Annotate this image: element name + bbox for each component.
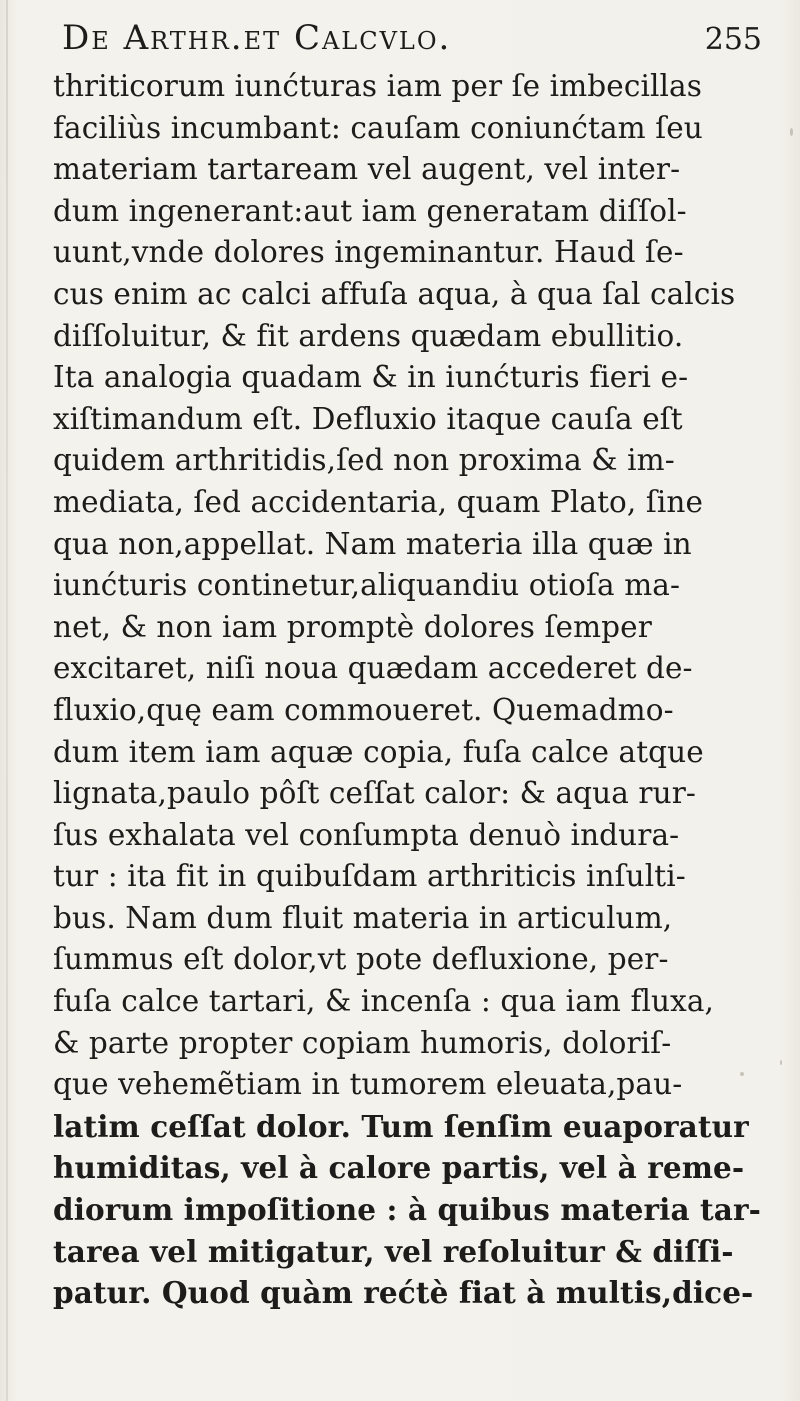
paper-speck	[740, 1072, 744, 1076]
page-number: 255	[704, 22, 762, 57]
text-line: fluxio,quę eam commoueret. Quemadmo-	[53, 692, 674, 727]
text-line: net, & non iam promptè dolores ſemper	[53, 609, 652, 644]
text-line: mediata, ſed accidentaria, quam Plato, ſine	[53, 484, 704, 519]
text-line: iunćturis continetur,aliquandiu otioſa ma-	[53, 568, 681, 603]
text-line: dum item iam aquæ copia, fuſa calce atque	[53, 734, 704, 769]
text-line: diſſoluitur, & fit ardens quædam ebullitio.	[53, 318, 684, 353]
text-line: quidem arthritidis,ſed non proxima & im-	[53, 443, 675, 478]
body-text	[53, 66, 765, 1314]
text-line: tarea vel mitigatur, vel reſoluitur & diſſi-	[53, 1233, 734, 1269]
text-line: excitaret, niſi noua quædam accederet de-	[53, 651, 693, 686]
text-line: patur. Quod quàm rećtè fiat à multis,dice-	[53, 1275, 754, 1311]
text-line: dum ingenerant:aut iam generatam diſſol-	[53, 193, 687, 228]
text-line: xiſtimandum eſt. Defluxio itaque cauſa eſt	[53, 401, 683, 436]
page-gutter-shadow	[6, 0, 8, 1401]
paper-speck	[790, 128, 793, 136]
text-line: humiditas, vel à calore partis, vel à reme-	[53, 1150, 745, 1186]
text-line: faciliùs incumbant: cauſam coniunćtam ſeu	[53, 110, 703, 145]
text-line: thriticorum iunćturas iam per ſe imbecillas	[53, 69, 702, 103]
text-line: qua non,appellat. Nam materia illa quæ in	[53, 526, 692, 561]
text-line: lignata,paulo pôſt ceſſat calor: & aqua rur-	[53, 776, 696, 811]
text-line: uunt,vnde dolores ingeminantur. Haud ſe-	[53, 235, 684, 270]
running-head	[62, 8, 762, 64]
text-line: materiam tartaream vel augent, vel inter-	[53, 152, 681, 187]
text-line: bus. Nam dum fluit materia in articulum,	[53, 900, 673, 935]
text-line: cus enim ac calci affuſa aqua, à qua ſal calcis	[53, 276, 736, 311]
paper-speck	[780, 1060, 782, 1065]
text-line: tur : ita fit in quibuſdam arthriticis inſulti-	[53, 859, 686, 894]
text-line: ſummus eſt dolor,vt pote defluxione, per-	[53, 942, 669, 977]
text-line: que vehemẽtiam in tumorem eleuata,pau-	[53, 1067, 683, 1102]
text-line: latim ceſſat dolor. Tum ſenſim euaporatur	[53, 1108, 749, 1144]
text-line: Ita analogia quadam & in iunćturis fieri e-	[53, 360, 689, 395]
text-line: & parte propter copiam humoris, doloriſ-	[53, 1025, 672, 1060]
text-line: diorum impoſitione : à quibus materia tar-	[53, 1192, 761, 1228]
text-line: fuſa calce tartari, & incenſa : qua iam fluxa,	[53, 984, 715, 1019]
running-head-title: De Arthr.et Calcvlo.	[62, 18, 452, 58]
text-line: ſus exhalata vel conſumpta denuò indura-	[53, 817, 680, 852]
